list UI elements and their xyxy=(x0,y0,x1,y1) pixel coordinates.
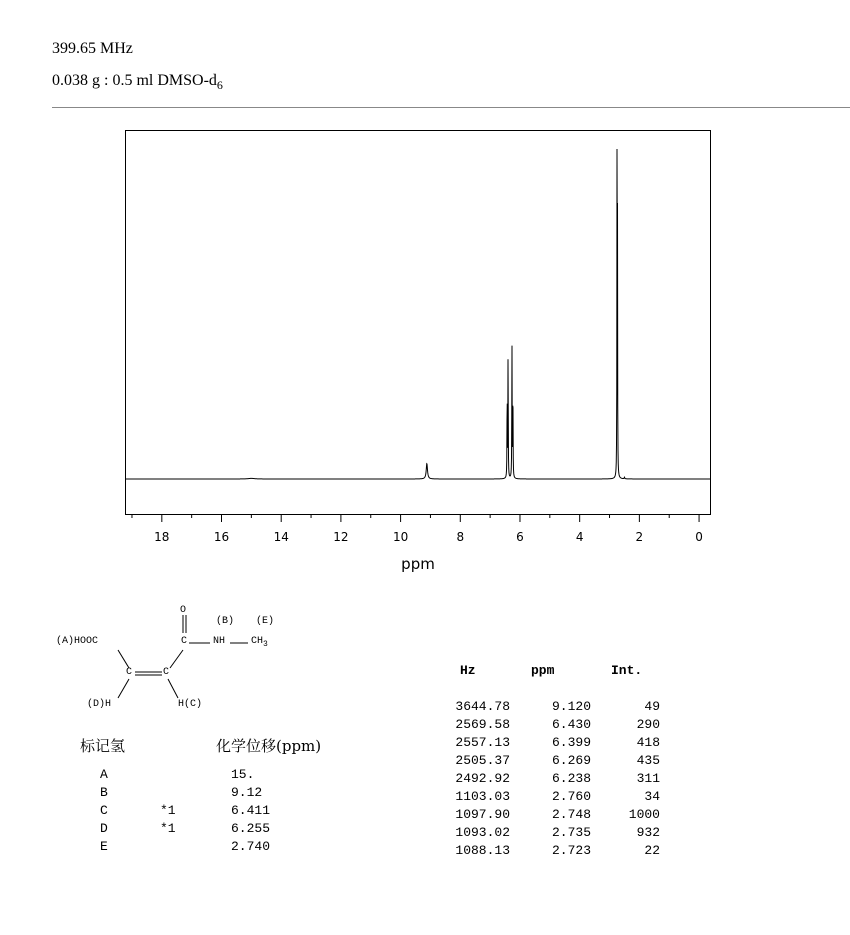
assignment-mult: *1 xyxy=(160,821,176,836)
assignment-head-shift: 化学位移(ppm) xyxy=(216,737,322,755)
peak-int: 1000 xyxy=(628,807,660,822)
assignment-label: B xyxy=(100,785,108,800)
peak-hz: 2505.37 xyxy=(455,753,510,768)
peak-ppm: 6.238 xyxy=(551,771,591,786)
hydrogen-c: H(C) xyxy=(178,699,203,710)
peak-ppm: 2.723 xyxy=(551,843,591,858)
assignment-shift: 6.411 xyxy=(231,803,271,818)
peak-hz: 2569.58 xyxy=(455,717,510,732)
peak-hz: 2492.92 xyxy=(455,771,510,786)
peak-hz: 1103.03 xyxy=(455,789,510,804)
spectrum-trace xyxy=(126,149,711,479)
peak-hz: 2557.13 xyxy=(455,735,510,750)
peak-int: 34 xyxy=(644,789,660,804)
x-tick-label: 14 xyxy=(273,530,289,544)
peak-int: 311 xyxy=(636,771,660,786)
label-e: (E) xyxy=(256,616,275,627)
peak-int: 49 xyxy=(644,699,660,714)
assignment-label: D xyxy=(100,821,108,836)
peak-hz: 3644.78 xyxy=(455,699,510,714)
x-tick-label: 18 xyxy=(154,530,170,544)
peak-ppm: 2.760 xyxy=(551,789,591,804)
label-b: (B) xyxy=(216,616,235,627)
carbonyl-oxygen: O xyxy=(180,605,187,616)
x-axis-tick-labels xyxy=(154,530,703,544)
spectrometer-frequency: 399.65 MHz xyxy=(52,40,133,57)
peak-ppm: 6.399 xyxy=(551,735,591,750)
x-tick-label: 6 xyxy=(516,530,524,544)
peak-int: 435 xyxy=(636,753,660,768)
carbonyl-carbon: C xyxy=(181,636,188,647)
sample-subscript: 6 xyxy=(216,78,223,92)
assignment-shift: 2.740 xyxy=(231,839,271,854)
x-tick-label: 0 xyxy=(695,530,703,544)
x-tick-label: 8 xyxy=(456,530,465,544)
assignment-shift: 15. xyxy=(231,767,255,782)
peak-head-hz: Hz xyxy=(460,663,476,678)
peak-int: 22 xyxy=(644,843,660,858)
sample-prefix: 0.038 g : 0.5 ml DMSO-d xyxy=(52,72,217,89)
alkene-carbon-right: C xyxy=(163,667,170,678)
x-axis-label: ppm xyxy=(401,555,435,573)
peak-ppm: 9.120 xyxy=(551,699,591,714)
x-tick-label: 16 xyxy=(213,530,230,544)
peak-ppm: 6.430 xyxy=(551,717,591,732)
methyl-group: $CH_3$ xyxy=(251,636,268,649)
x-tick-label: 12 xyxy=(333,530,349,544)
assignment-shift: 6.255 xyxy=(231,821,271,836)
assignment-mult: *1 xyxy=(160,803,176,818)
assignment-head-label: 标记氢 xyxy=(80,737,126,755)
amide-nh: NH xyxy=(213,636,226,647)
x-tick-label: 2 xyxy=(635,530,644,544)
peak-hz: 1097.90 xyxy=(455,807,510,822)
peak-ppm: 2.748 xyxy=(551,807,591,822)
peak-int: 932 xyxy=(636,825,660,840)
assignment-shift: 9.12 xyxy=(231,785,263,800)
hydrogen-d: (D)H xyxy=(87,699,112,710)
plot-frame xyxy=(126,131,711,515)
peak-head-ppm: ppm xyxy=(531,663,555,678)
peak-int: 418 xyxy=(636,735,660,750)
molecule-structure xyxy=(52,602,292,722)
alkene-carbon-left: C xyxy=(126,667,133,678)
assignment-label: C xyxy=(100,803,108,818)
peak-ppm: 2.735 xyxy=(551,825,591,840)
x-tick-label: 10 xyxy=(392,530,409,544)
assignment-label: A xyxy=(100,767,108,782)
carboxylic-acid-group: (A)HOOC xyxy=(56,636,99,647)
peak-hz: 1093.02 xyxy=(455,825,510,840)
peak-ppm: 6.269 xyxy=(551,753,591,768)
peak-hz: 1088.13 xyxy=(455,843,510,858)
peak-int: 290 xyxy=(636,717,660,732)
x-tick-label: 4 xyxy=(575,530,584,544)
assignment-label: E xyxy=(100,839,108,854)
x-axis-ticks xyxy=(132,514,699,522)
peak-head-int: Int. xyxy=(611,663,643,678)
